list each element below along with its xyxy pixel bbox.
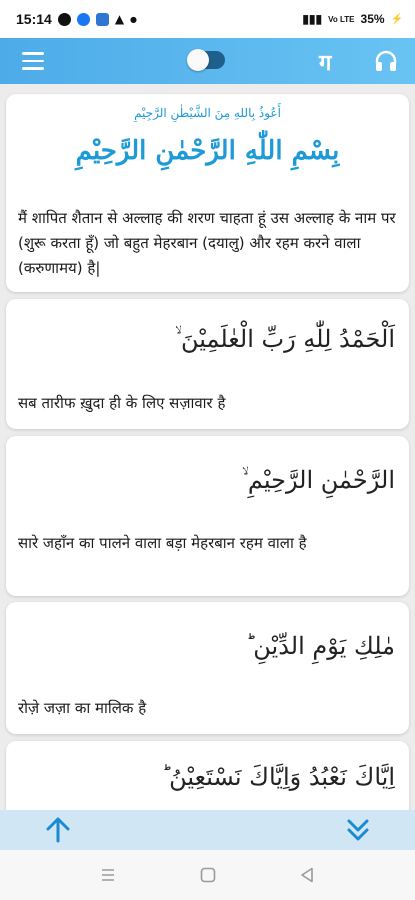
recent-apps-icon[interactable] bbox=[100, 867, 116, 883]
scroll-down-double-icon[interactable] bbox=[344, 816, 372, 844]
notification-icon bbox=[58, 13, 71, 26]
signal-icon: ▮▮▮ bbox=[302, 12, 323, 26]
status-left bbox=[16, 11, 137, 27]
bottom-action-bar bbox=[0, 810, 415, 850]
verse-list[interactable] bbox=[0, 84, 415, 810]
bismillah-translation: मैं शापित शैतान से अल्लाह की शरण चाहता हूं उस अल्लाह के नाम पर (शुरू करता हूँ) जो बहुत मेहरबान (दयालु) और रहम करने वाला (करुणामय) है| bbox=[18, 209, 396, 277]
message-icon bbox=[96, 13, 109, 26]
status-right bbox=[302, 12, 403, 26]
font-size-icon[interactable]: ग bbox=[319, 51, 332, 76]
verse-2-arabic: الرَّحْمٰنِ الرَّحِيْمِ ۙ bbox=[241, 466, 395, 494]
home-icon[interactable] bbox=[199, 866, 217, 884]
verse-card-2[interactable] bbox=[6, 436, 409, 596]
hamburger-icon[interactable] bbox=[22, 52, 44, 70]
headphones-icon[interactable] bbox=[374, 49, 398, 73]
verse-1-arabic: اَلْحَمْدُ لِلّٰهِ رَبِّ الْعٰلَمِيْنَ ۙ bbox=[174, 325, 395, 353]
scroll-up-icon[interactable] bbox=[44, 816, 72, 844]
toggle-knob bbox=[187, 49, 209, 71]
warning-icon: ▲ bbox=[114, 12, 125, 26]
status-time: 15:14 bbox=[16, 11, 52, 27]
verse-1-translation: सब तारीफ ख़ुदा ही के लिए सज़ावार है bbox=[18, 394, 226, 412]
status-bar bbox=[0, 0, 415, 38]
app-toolbar bbox=[0, 38, 415, 84]
verse-card-1[interactable] bbox=[6, 299, 409, 429]
system-nav-bar bbox=[0, 850, 415, 900]
charging-icon: ⚡ bbox=[390, 13, 403, 25]
network-label: Vo LTE bbox=[328, 14, 355, 24]
battery-label: 35% bbox=[360, 12, 385, 26]
verse-card-3[interactable] bbox=[6, 602, 409, 734]
dot-icon: ● bbox=[130, 14, 138, 24]
taawwuz-text: أَعُوذُ بِاللهِ مِنَ الشَّيْطٰنِ الرَّجِيْمِ bbox=[134, 106, 281, 120]
verse-3-arabic: مٰلِكِ يَوْمِ الدِّيْنِ ؕ bbox=[245, 632, 395, 660]
back-icon[interactable] bbox=[298, 866, 316, 884]
verse-2-translation: सारे जहाँन का पालने वाला बड़ा मेहरबान रहम वाला है bbox=[18, 534, 307, 552]
verse-card-4[interactable] bbox=[6, 741, 409, 810]
bismillah-text: بِسْمِ اللّٰهِ الرَّحْمٰنِ الرَّحِيْمِ bbox=[75, 136, 340, 166]
facebook-icon bbox=[77, 13, 90, 26]
verse-4-arabic: اِيَّاكَ نَعْبُدُ وَاِيَّاكَ نَسْتَعِيْنُ ؕ bbox=[161, 763, 395, 791]
theme-toggle[interactable] bbox=[189, 51, 225, 69]
bismillah-card bbox=[6, 94, 409, 292]
verse-3-translation: रोज़े जज़ा का मालिक है bbox=[18, 699, 147, 717]
